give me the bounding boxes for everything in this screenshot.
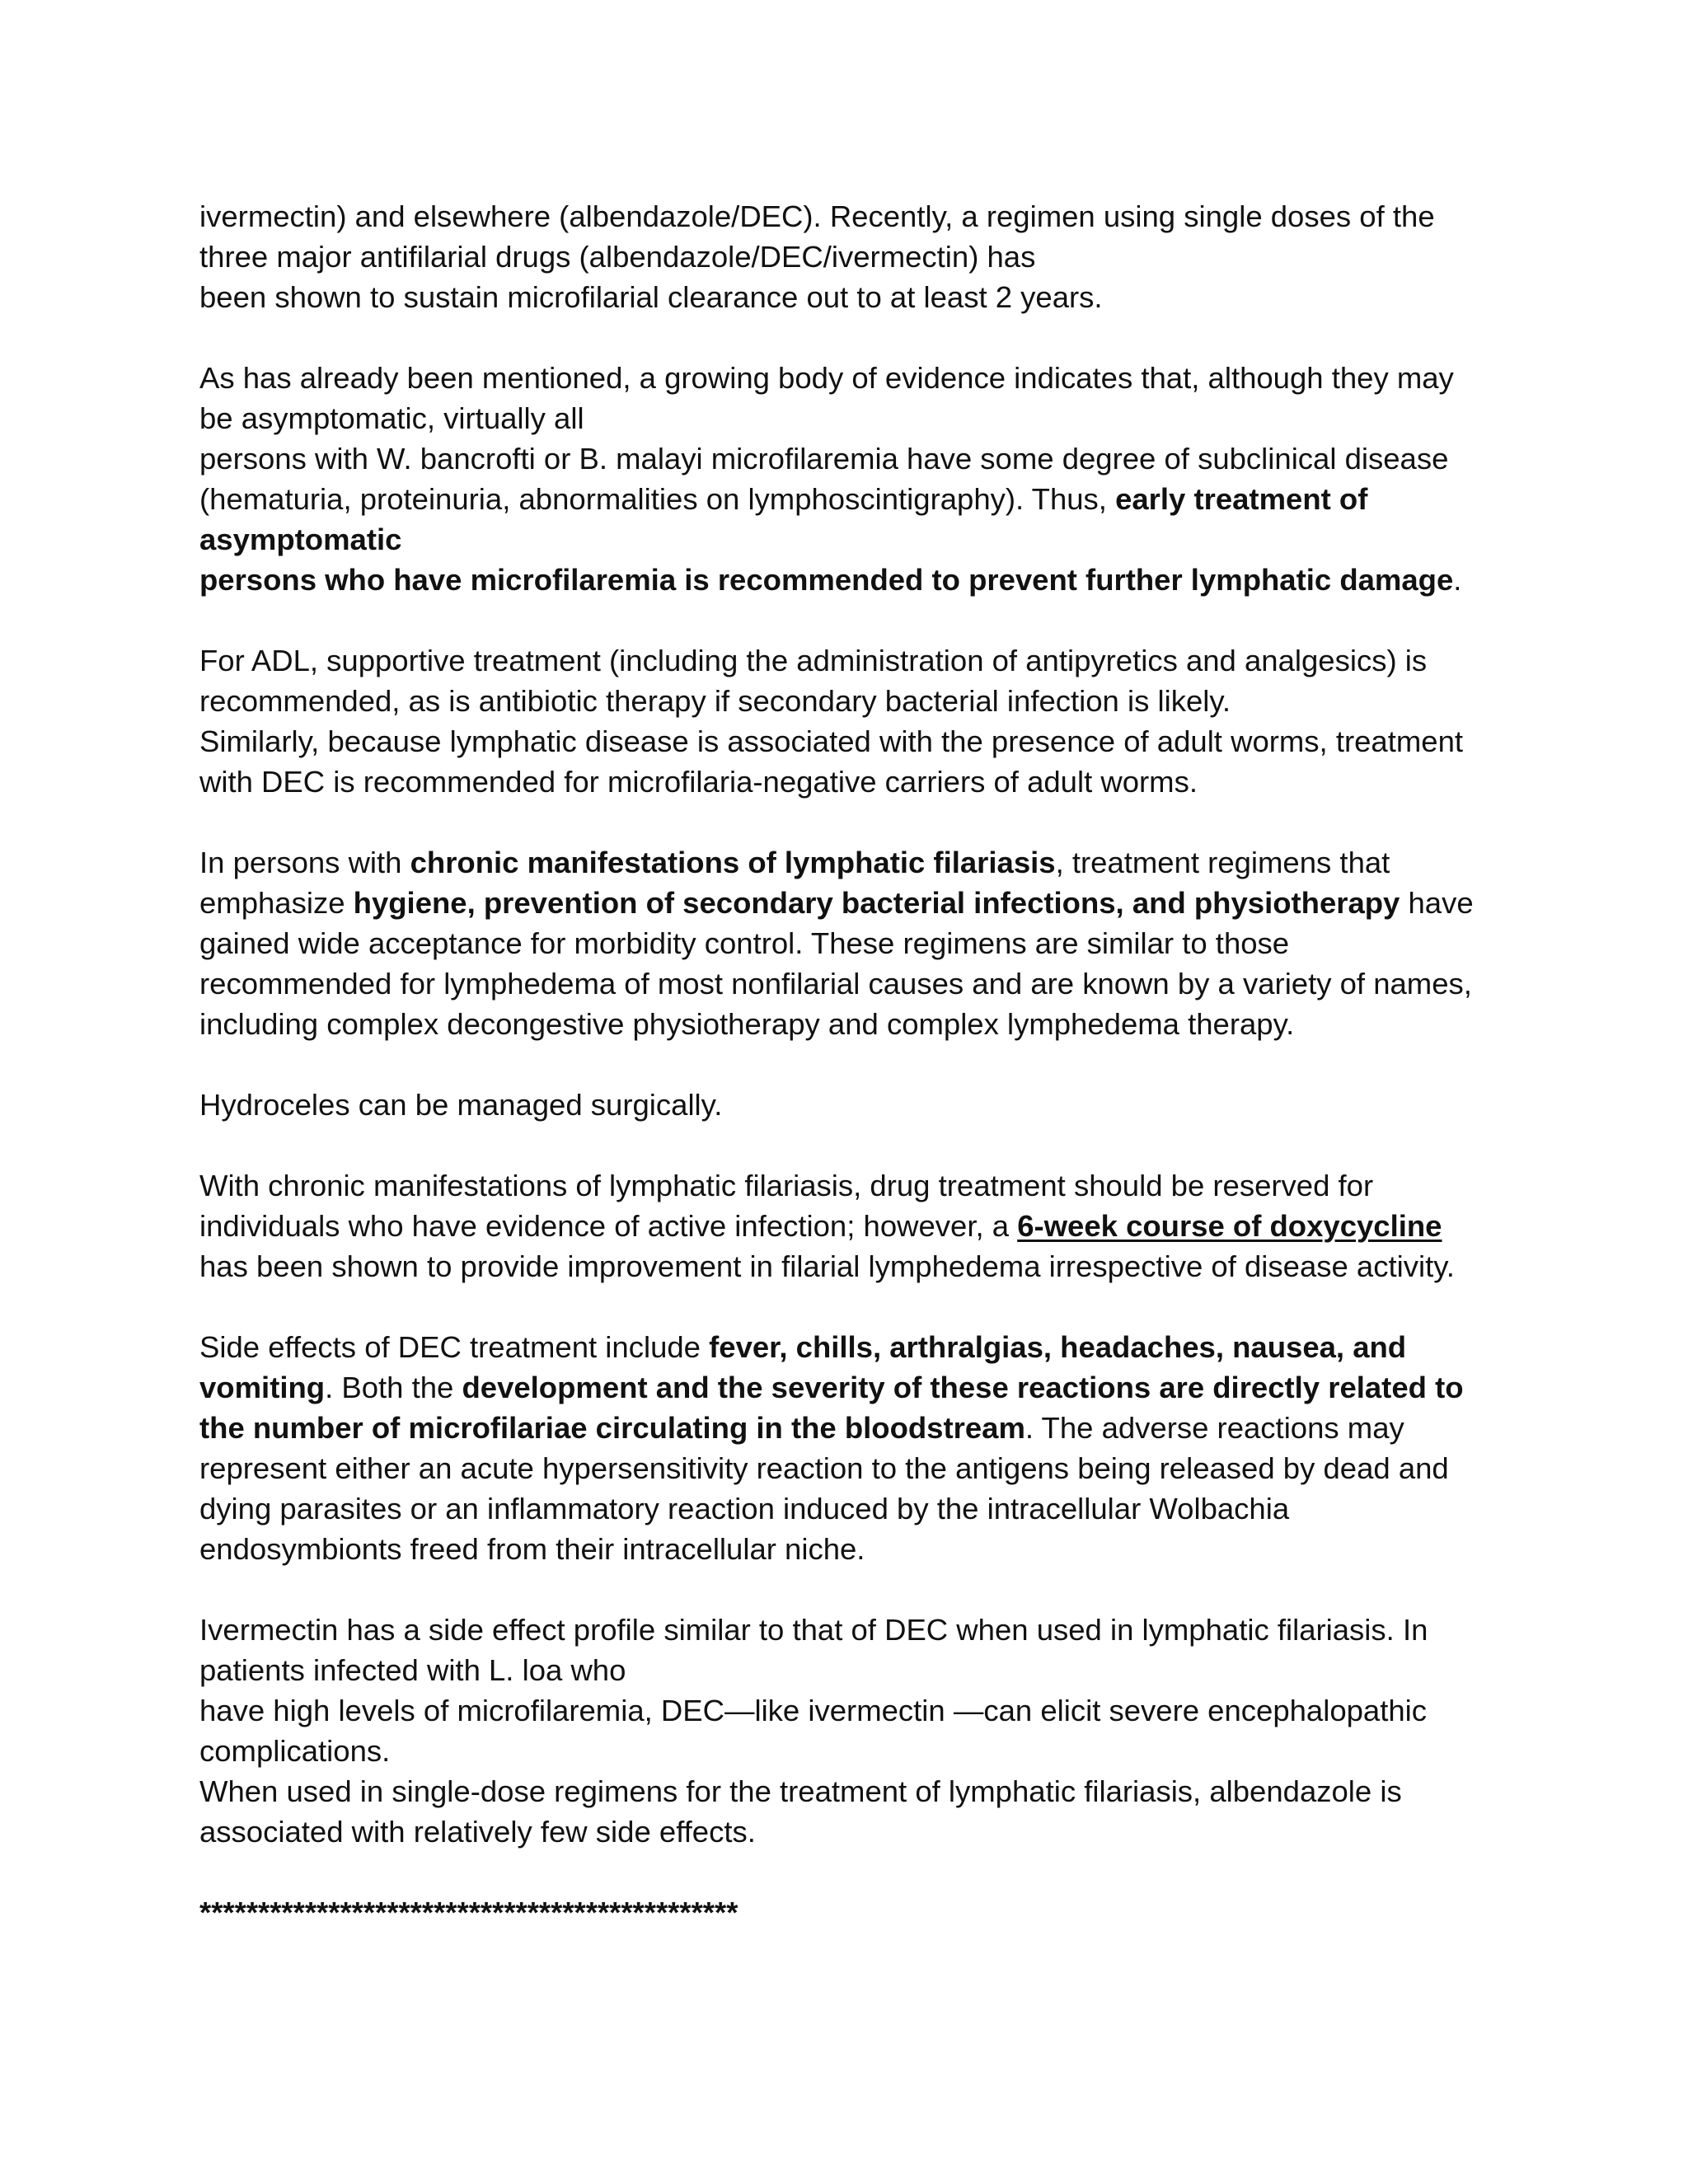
text-run: individuals who have evidence of active infection; however, a [199, 1209, 1018, 1243]
text-line: three major antifilarial drugs (albendazole/DEC/ivermectin) has [199, 240, 1036, 274]
text-line: patients infected with L. loa who [199, 1653, 626, 1687]
text-run: emphasize [199, 886, 354, 920]
text-line: been shown to sustain microfilarial clearance out to at least 2 years. [199, 280, 1103, 314]
text-line: dying parasites or an inflammatory reaction induced by the intracellular Wolbachia [199, 1492, 1290, 1526]
asterisk-separator: ********************************************** [199, 1896, 738, 1929]
bold-text: persons who have microfilaremia is recommended to prevent further lymphatic damage [199, 563, 1454, 597]
text-run: have [1400, 886, 1474, 920]
paragraph-side-effects-dec [199, 1327, 1500, 1569]
text-line: Ivermectin has a side effect profile similar to that of DEC when used in lymphatic filariasis. In [199, 1613, 1428, 1647]
text-line: be asymptomatic, virtually all [199, 401, 584, 435]
paragraph-adl [199, 640, 1500, 802]
bold-text: asymptomatic [199, 523, 402, 556]
text-line: represent either an acute hypersensitivity reaction to the antigens being released by dead and [199, 1451, 1449, 1485]
text-line [199, 1367, 1500, 1408]
text-run: , treatment regimens that [1055, 846, 1390, 879]
text-line: persons with W. bancrofti or B. malayi microfilaremia have some degree of subclinical disease [199, 442, 1449, 476]
underlined-bold-text: 6-week course of doxycycline [1017, 1209, 1442, 1243]
text-line: complications. [199, 1734, 391, 1768]
text-line: For ADL, supportive treatment (including the administration of antipyretics and analgesics) is [199, 644, 1428, 677]
paragraph-asymptomatic [199, 358, 1500, 600]
text-run: . Both the [325, 1371, 462, 1404]
bold-text: chronic manifestations of lymphatic filariasis [410, 846, 1056, 879]
paragraph-regimen [199, 196, 1500, 317]
text-line [199, 842, 1500, 883]
text-line: When used in single-dose regimens for the treatment of lymphatic filariasis, albendazole is [199, 1774, 1402, 1808]
text-run: (hematuria, proteinuria, abnormalities on lymphoscintigraphy). Thus, [199, 482, 1116, 516]
text-line [199, 1327, 1500, 1367]
text-line [199, 1206, 1500, 1246]
text-line: recommended, as is antibiotic therapy if secondary bacterial infection is likely. [199, 684, 1231, 718]
text-line [199, 560, 1500, 600]
text-line: have high levels of microfilaremia, DEC—like ivermectin —can elicit severe encephalopathic [199, 1694, 1428, 1727]
text-line: endosymbionts freed from their intracellular niche. [199, 1532, 865, 1566]
text-line: gained wide acceptance for morbidity control. These regimens are similar to those [199, 926, 1290, 960]
paragraph-doxycycline [199, 1165, 1500, 1286]
bold-text: hygiene, prevention of secondary bacterial infections, and physiotherapy [353, 886, 1400, 920]
text-line: With chronic manifestations of lymphatic filariasis, drug treatment should be reserved for [199, 1169, 1374, 1202]
text-line: including complex decongestive physiotherapy and complex lymphedema therapy. [199, 1007, 1295, 1041]
text-line: with DEC is recommended for microfilaria-negative carriers of adult worms. [199, 765, 1198, 799]
text-line [199, 519, 1500, 560]
text-run: Side effects of DEC treatment include [199, 1330, 710, 1364]
text-line [199, 1408, 1500, 1448]
text-line: Similarly, because lymphatic disease is associated with the presence of adult worms, treatment [199, 724, 1464, 758]
text-line: As has already been mentioned, a growing body of evidence indicates that, although they may [199, 361, 1454, 395]
paragraph-hydroceles [199, 1085, 1500, 1125]
text-line: recommended for lymphedema of most nonfilarial causes and are known by a variety of names, [199, 967, 1472, 1001]
text-run: . [1453, 563, 1462, 597]
text-run: . The adverse reactions may [1025, 1411, 1404, 1445]
paragraph-chronic [199, 842, 1500, 1044]
bold-text: the number of microfilariae circulating in the bloodstream [199, 1411, 1025, 1445]
text-line: associated with relatively few side effects. [199, 1815, 756, 1849]
text-line: Hydroceles can be managed surgically. [199, 1088, 723, 1122]
bold-text: vomiting [199, 1371, 326, 1404]
text-run: In persons with [199, 846, 410, 879]
bold-text: development and the severity of these reactions are directly related to [462, 1371, 1464, 1404]
bold-text: fever, chills, arthralgias, headaches, nausea, and [709, 1330, 1407, 1364]
text-line [199, 883, 1500, 923]
bold-text: early treatment of [1115, 482, 1368, 516]
text-line [199, 479, 1500, 519]
text-line: ivermectin) and elsewhere (albendazole/DEC). Recently, a regimen using single doses of the [199, 199, 1435, 233]
text-line: has been shown to provide improvement in filarial lymphedema irrespective of disease activity. [199, 1249, 1455, 1283]
paragraph-ivermectin [199, 1610, 1500, 1852]
document-body [199, 196, 1500, 1933]
